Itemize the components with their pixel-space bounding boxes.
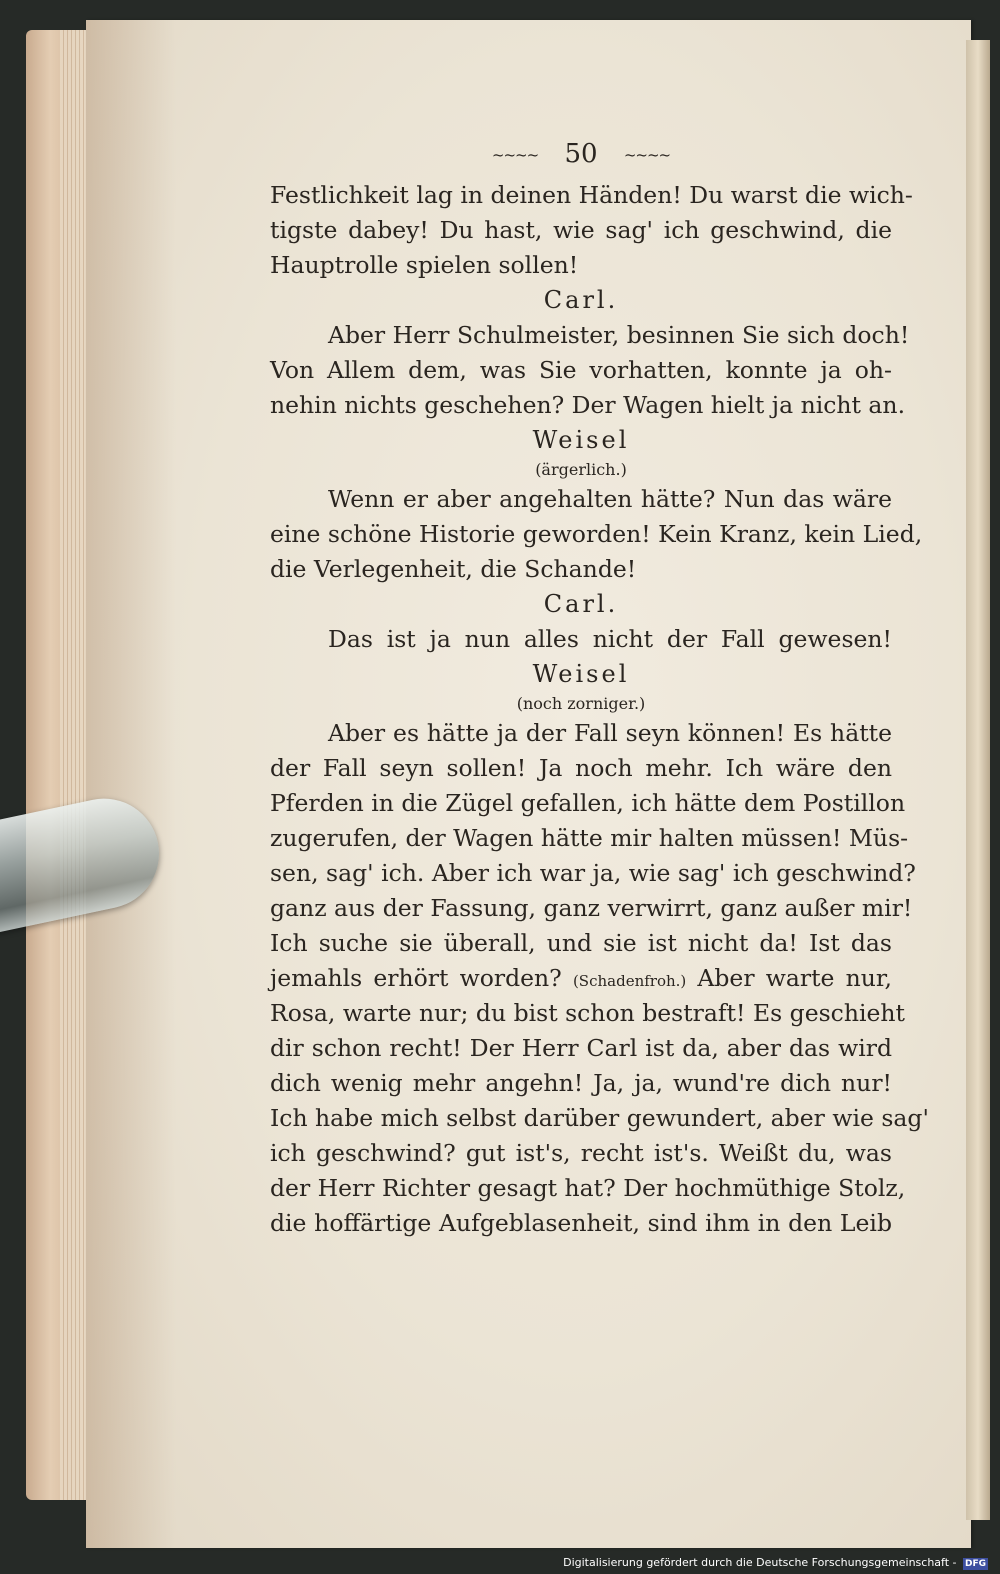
text-line: eine schöne Historie geworden! Kein Kranz, kein Lied, (270, 520, 923, 548)
text-line: Ich suche sie überall, und sie ist nicht da! Ist das (270, 929, 892, 957)
text-line: zugerufen, der Wagen hätte mir halten müssen! Müs- (270, 824, 909, 852)
text-line: die Verlegenheit, die Schande! (270, 555, 637, 583)
text-line: ganz aus der Fassung, ganz verwirrt, ganz außer mir! (270, 894, 913, 922)
text-fragment: Aber warte nur, (697, 964, 892, 992)
text-line: Ich habe mich selbst darüber gewundert, aber wie sag' (270, 1104, 929, 1132)
stage-direction: (ärgerlich.) (535, 460, 627, 479)
text-line: Das ist ja nun alles nicht der Fall gewesen! (328, 625, 892, 653)
text-line: Wenn er aber angehalten hätte? Nun das wäre (328, 485, 892, 513)
right-page-edge (966, 40, 990, 1520)
text-line: Hauptrolle spielen sollen! (270, 251, 579, 279)
text-line: tigste dabey! Du hast, wie sag' ich geschwind, die (270, 216, 892, 244)
ornament-left-icon: ~~~~ (491, 146, 539, 164)
inline-stage-direction: (Schadenfroh.) (572, 972, 687, 990)
dfg-logo-icon: DFG (964, 1559, 986, 1569)
text-line: der Herr Richter gesagt hat? Der hochmüthige Stolz, (270, 1174, 906, 1202)
text-line: Von Allem dem, was Sie vorhatten, konnte ja oh- (270, 356, 892, 384)
digitization-credit (559, 1554, 992, 1572)
page-text (270, 130, 929, 1241)
page-header (270, 130, 892, 178)
speaker-name: Carl. (543, 286, 619, 314)
text-fragment: jemahls erhört worden? (270, 964, 562, 992)
text-line-with-aside (270, 961, 892, 996)
text-line: dir schon recht! Der Herr Carl ist da, aber das wird (270, 1034, 892, 1062)
text-line: der Fall seyn sollen! Ja noch mehr. Ich wäre den (270, 754, 892, 782)
speaker-name: Carl. (543, 590, 619, 618)
text-line: Rosa, warte nur; du bist schon bestraft! Es geschieht (270, 999, 905, 1027)
text-line: ich geschwind? gut ist's, recht ist's. Weißt du, was (270, 1139, 892, 1167)
text-line: die hoffärtige Aufgeblasenheit, sind ihm in den Leib (270, 1209, 892, 1237)
ornament-right-icon: ~~~~ (623, 146, 671, 164)
credit-text: Digitalisierung gefördert durch die Deutsche Forschungsgemeinschaft - (563, 1556, 957, 1569)
text-line: sen, sag' ich. Aber ich war ja, wie sag' ich geschwind? (270, 859, 916, 887)
speaker-name: Weisel (532, 660, 630, 688)
page-number: 50 (564, 139, 598, 169)
text-line: Festlichkeit lag in deinen Händen! Du warst die wich- (270, 181, 913, 209)
text-line: Pferden in die Zügel gefallen, ich hätte dem Postillon (270, 789, 906, 817)
text-line: Aber es hätte ja der Fall seyn können! Es hätte (328, 719, 892, 747)
speaker-name: Weisel (532, 426, 630, 454)
text-line: nehin nichts geschehen? Der Wagen hielt ja nicht an. (270, 391, 906, 419)
page-gutter-shadow (86, 20, 176, 1548)
text-line: dich wenig mehr angehn! Ja, ja, wund're dich nur! (270, 1069, 892, 1097)
stage-direction: (noch zorniger.) (516, 694, 646, 713)
text-line: Aber Herr Schulmeister, besinnen Sie sich doch! (328, 321, 910, 349)
